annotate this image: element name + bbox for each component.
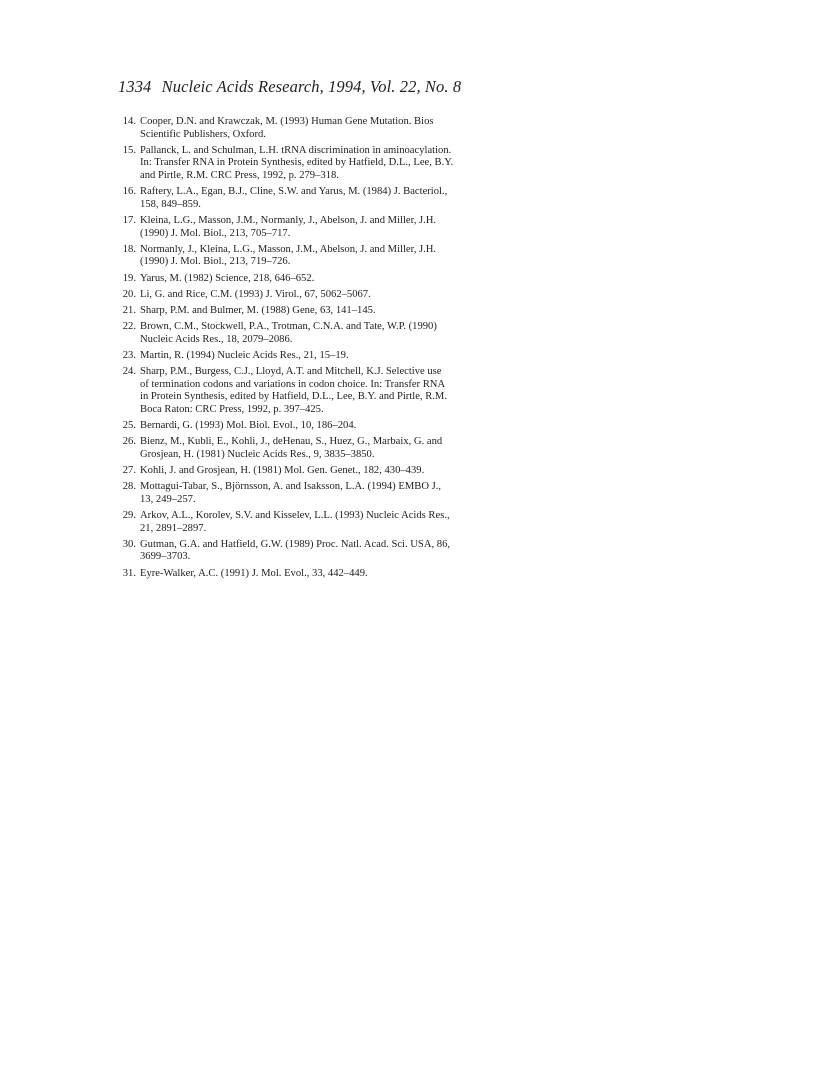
reference-line: Normanly, J., Kleina, L.G., Masson, J.M., Abelson, J. and Miller, J.H.: [140, 243, 437, 255]
reference-line: Cooper, D.N. and Krawczak, M. (1993) Human Gene Mutation. Bios: [140, 116, 434, 127]
reference-line: Grosjean, H. (1981) Nucleic Acids Res., 9, 3835–3850.: [140, 448, 375, 460]
reference-entry: [118, 305, 518, 318]
reference-number: 15.: [122, 144, 136, 156]
reference-line: In: Transfer RNA in Protein Synthesis, edited by Hatfield, D.L., Lee, B.Y.: [140, 157, 454, 169]
reference-line: Kleina, L.G., Masson, J.M., Normanly, J., Abelson, J. and Miller, J.H.: [140, 214, 437, 226]
reference-entry: [118, 145, 518, 183]
reference-line: 158, 849–859.: [140, 198, 201, 210]
reference-text: [140, 244, 518, 269]
reference-entry: [118, 366, 518, 416]
reference-text: [140, 481, 518, 506]
reference-entry: [118, 436, 518, 461]
reference-line: Yarus, M. (1982) Science, 218, 646–652.: [140, 272, 315, 284]
reference-number: 27.: [122, 464, 136, 476]
reference-number: 20.: [122, 288, 136, 300]
reference-line: 13, 249–257.: [140, 493, 196, 505]
reference-text: [140, 215, 518, 240]
reference-number: 18.: [122, 243, 136, 255]
reference-entry: [118, 273, 518, 286]
reference-list: [118, 116, 518, 584]
reference-line: (1990) J. Mol. Biol., 213, 719–726.: [140, 256, 291, 268]
reference-line: Sharp, P.M., Burgess, C.J., Lloyd, A.T. and Mitchell, K.J. Selective use: [140, 366, 442, 378]
reference-line: 3699–3703.: [140, 551, 191, 563]
reference-entry: [118, 215, 518, 240]
reference-text: [140, 186, 518, 211]
page-number: 1334: [118, 77, 152, 96]
reference-text: [140, 539, 518, 564]
reference-line: Mottagui-Tabar, S., Björnsson, A. and Isaksson, L.A. (1994) EMBO J.,: [140, 481, 442, 493]
reference-number: 29.: [122, 509, 136, 521]
reference-text: [140, 116, 518, 141]
reference-number: 21.: [122, 304, 136, 316]
reference-number: 22.: [122, 321, 136, 333]
reference-text: [140, 568, 518, 581]
reference-text: [140, 366, 518, 416]
reference-number: 23.: [122, 349, 136, 361]
reference-text: [140, 436, 518, 461]
reference-number: 14.: [122, 116, 136, 127]
reference-entry: [118, 481, 518, 506]
reference-entry: [118, 350, 518, 363]
reference-text: [140, 305, 518, 318]
reference-number: 17.: [122, 214, 136, 226]
reference-number: 28.: [122, 481, 136, 493]
reference-number: 31.: [122, 567, 136, 579]
reference-entry: [118, 244, 518, 269]
reference-text: [140, 145, 518, 183]
reference-line: Arkov, A.L., Korolev, S.V. and Kisselev, L.L. (1993) Nucleic Acids Res.,: [140, 509, 450, 521]
reference-line: Pallanck, L. and Schulman, L.H. tRNA discrimination in aminoacylation.: [140, 144, 452, 156]
reference-line: Martin, R. (1994) Nucleic Acids Res., 21, 15–19.: [140, 349, 349, 361]
reference-entry: [118, 568, 518, 581]
reference-entry: [118, 510, 518, 535]
running-head: [118, 77, 461, 97]
reference-number: 30.: [122, 538, 136, 550]
reference-number: 24.: [122, 366, 136, 378]
reference-entry: [118, 186, 518, 211]
reference-entry: [118, 465, 518, 478]
journal-citation: Nucleic Acids Research, 1994, Vol. 22, No. 8: [161, 77, 462, 96]
reference-entry: [118, 116, 518, 141]
reference-line: in Protein Synthesis, edited by Hatfield, D.L., Lee, B.Y. and Pirtle, R.M.: [140, 391, 447, 403]
reference-text: [140, 350, 518, 363]
reference-line: Nucleic Acids Res., 18, 2079–2086.: [140, 333, 293, 345]
reference-text: [140, 420, 518, 433]
reference-text: [140, 510, 518, 535]
reference-line: Eyre-Walker, A.C. (1991) J. Mol. Evol., 33, 442–449.: [140, 567, 368, 579]
reference-number: 16.: [122, 186, 136, 198]
reference-number: 26.: [122, 436, 136, 448]
reference-line: Scientific Publishers, Oxford.: [140, 128, 266, 140]
reference-entry: [118, 321, 518, 346]
reference-line: Li, G. and Rice, C.M. (1993) J. Virol., 67, 5062–5067.: [140, 288, 371, 300]
reference-line: 21, 2891–2897.: [140, 522, 207, 534]
reference-entry: [118, 289, 518, 302]
reference-text: [140, 321, 518, 346]
reference-text: [140, 273, 518, 286]
reference-line: Kohli, J. and Grosjean, H. (1981) Mol. Gen. Genet., 182, 430–439.: [140, 464, 425, 476]
reference-entry: [118, 420, 518, 433]
reference-text: [140, 465, 518, 478]
reference-line: Brown, C.M., Stockwell, P.A., Trotman, C.N.A. and Tate, W.P. (1990): [140, 321, 437, 333]
reference-line: Bienz, M., Kubli, E., Kohli, J., deHenau, S., Huez, G., Marbaix, G. and: [140, 436, 443, 448]
reference-number: 19.: [122, 272, 136, 284]
reference-line: Boca Raton: CRC Press, 1992, p. 397–425.: [140, 403, 324, 415]
reference-line: Gutman, G.A. and Hatfield, G.W. (1989) Proc. Natl. Acad. Sci. USA, 86,: [140, 538, 451, 550]
reference-line: Bernardi, G. (1993) Mol. Biol. Evol., 10, 186–204.: [140, 420, 357, 431]
reference-entry: [118, 539, 518, 564]
reference-text: [140, 289, 518, 302]
reference-line: and Pirtle, R.M. CRC Press, 1992, p. 279–318.: [140, 169, 339, 181]
reference-line: of termination codons and variations in codon choice. In: Transfer RNA: [140, 378, 446, 390]
reference-number: 25.: [122, 420, 136, 431]
reference-line: Raftery, L.A., Egan, B.J., Cline, S.W. and Yarus, M. (1984) J. Bacteriol.,: [140, 186, 448, 198]
reference-line: (1990) J. Mol. Biol., 213, 705–717.: [140, 227, 291, 239]
reference-line: Sharp, P.M. and Bulmer, M. (1988) Gene, 63, 141–145.: [140, 304, 376, 316]
